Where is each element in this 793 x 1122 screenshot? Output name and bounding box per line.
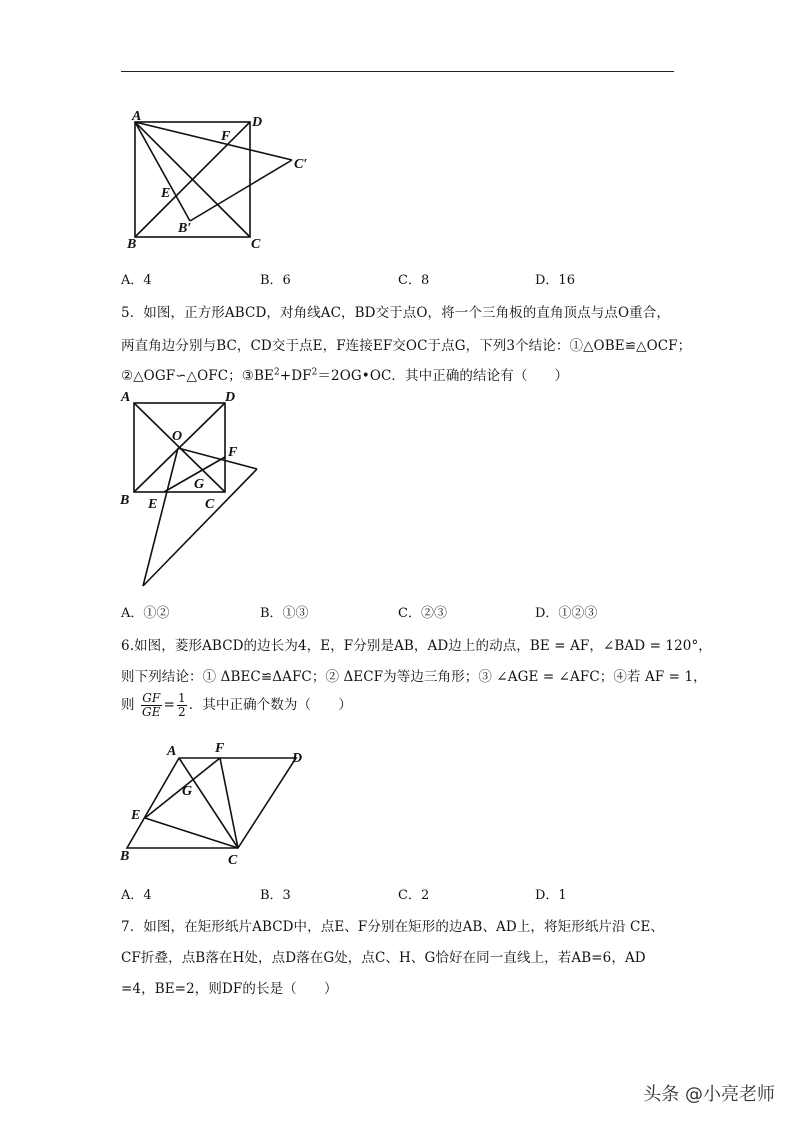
q6-option-c[interactable]: C．2 [398,888,430,903]
label-B-prime: B′ [178,221,192,236]
fraction-denominator: 2 [177,705,186,719]
q7-line-2: CF折叠，点B落在H处，点D落在G处，点C、H、G恰好在同一直线上，若AB=6，AD [121,950,646,966]
figure-q5 [115,384,275,594]
q4-option-a[interactable]: A．4 [121,273,152,288]
fraction-denominator: GE [142,705,161,719]
figure-q4 [118,108,318,253]
header-rule [121,71,674,72]
q6-option-b[interactable]: B．3 [260,888,291,903]
label-B: B [127,237,137,252]
label-B: B [120,493,130,508]
fraction-numerator: 1 [177,691,186,705]
q5-option-d[interactable]: D．①②③ [535,606,598,621]
q6-option-d[interactable]: D．1 [535,888,567,903]
label-D: D [292,751,303,766]
label-D: D [252,115,263,130]
label-C-prime: C′ [294,157,308,172]
label-G: G [194,477,205,492]
equals-sign: = [163,697,175,713]
q5-options [121,602,681,622]
q6-line-3-pre: 则 [121,697,135,713]
q5-sup-b: 2 [311,367,318,378]
q5-option-c[interactable]: C．②③ [398,606,447,621]
label-C: C [205,497,215,512]
q7-line-1: 7．如图，在矩形纸片ABCD中，点E、F分别在矩形的边AB、AD上，将矩形纸片沿 CE、 [121,919,665,935]
label-A: A [132,109,142,124]
q5-line-3-b: +DF [279,368,312,384]
label-F: F [221,129,231,144]
label-F: F [228,445,238,460]
q5-line-2: 两直角边分别与BC，CD交于点E，F连接EF交OC于点G，下列3个结论：①△OBE≌△OCF； [121,338,692,354]
q6-line-1: 6.如图，菱形ABCD的边长为4，E，F分别是AB，AD边上的动点，BE = AF，∠BAD = 120°， [121,638,712,654]
label-D: D [225,390,236,405]
label-G: G [182,784,193,799]
label-E: E [148,497,158,512]
q6-option-a[interactable]: A．4 [121,888,152,903]
label-E: E [161,186,171,201]
q5-line-3 [121,364,568,384]
q6-line-3 [121,692,352,719]
q5-line-1: 5．如图，正方形ABCD，对角线AC，BD交于点O，将一个三角板的直角顶点与点O重合， [121,305,670,321]
fraction-one-half [177,692,187,719]
q5-line-3-c: ＝2OG•OC．其中正确的结论有（ ） [317,368,569,384]
label-F: F [215,741,225,756]
q5-line-3-a: ②△OGF∽△OFC；③BE [121,368,274,384]
q5-sup-a: 2 [273,367,280,378]
label-O: O [172,429,183,444]
q6-line-2: 则下列结论：① ΔBEC≌ΔAFC；② ΔECF为等边三角形；③ ∠AGE = ∠AFC；④若 AF = 1， [121,669,707,685]
q4-option-d[interactable]: D．16 [535,273,575,288]
q5-option-a[interactable]: A．①② [121,606,170,621]
fraction-gf-ge [141,692,162,719]
label-C: C [251,237,261,252]
label-E: E [131,808,141,823]
label-B: B [120,849,130,864]
q6-line-3-post: ．其中正确个数为（ ） [188,697,352,713]
q6-options [121,884,681,904]
label-A: A [121,390,131,405]
watermark: 头条 @小亮老师 [643,1084,775,1105]
q4-options [121,269,681,289]
q4-option-b[interactable]: B．6 [260,273,291,288]
label-C: C [228,853,238,868]
label-A: A [167,744,177,759]
q4-option-c[interactable]: C．8 [398,273,430,288]
figure-q6 [115,740,315,868]
q7-line-3: =4，BE=2，则DF的长是（ ） [121,981,338,997]
fraction-numerator: GF [142,691,161,705]
q5-option-b[interactable]: B．①③ [260,606,309,621]
